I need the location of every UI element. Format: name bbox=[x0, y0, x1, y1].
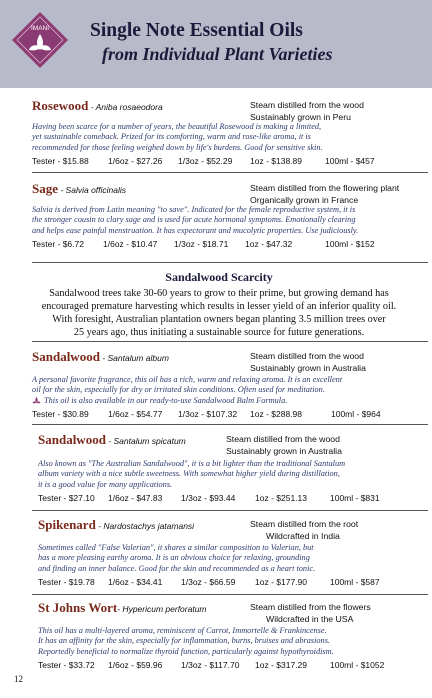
oil-entry-st-johns-wort bbox=[38, 599, 432, 672]
latin-name: - Santalum album bbox=[99, 353, 169, 363]
oil-name: Sandalwood bbox=[32, 349, 100, 364]
price-row: Tester - $27.10 1/6oz - $47.83 1/3oz - $93.44 1oz - $251.13 100ml - $831 bbox=[38, 492, 380, 503]
divider bbox=[32, 341, 428, 342]
page-subtitle: from Individual Plant Varieties bbox=[102, 44, 333, 64]
distillation-method: Steam distilled from the flowers Wildcrafted in the USA bbox=[250, 602, 371, 624]
oil-name: St Johns Wort bbox=[38, 600, 118, 615]
distillation-method: Steam distilled from the wood Sustainably grown in Australia bbox=[226, 434, 342, 456]
oil-description: Salvia is derived from Latin meaning "to save". Indicated for the female reproductive system, it is the stronger cousin to clary sage and is used for acute hormonal symptoms. Emotionally clearing and helps ease painful menstruation. It has expectorant and mucolytic properties. Use judiciously. bbox=[32, 205, 359, 235]
price-row: Tester - $6.72 1/6oz - $10.47 1/3oz - $18.71 1oz - $47.32 100ml - $152 bbox=[32, 238, 375, 249]
oil-entry-sandalwood-album bbox=[32, 348, 426, 421]
divider bbox=[32, 424, 428, 425]
imani-logo bbox=[10, 10, 70, 84]
price-row: Tester - $33.72 1/6oz - $59.96 1/3oz - $117.70 1oz - $317.29 100ml - $1052 bbox=[38, 659, 385, 670]
latin-name: - Aniba rosaeodora bbox=[88, 102, 163, 112]
divider bbox=[32, 510, 428, 511]
oil-description: This oil has a multi-layered aroma, reminiscent of Carrot, Immortelle & Frankincense. It has an affinity for the skin, especially for inflammation, burns, bruises and abrasions. Reportedly beneficial to normalize thyroid function, particularly against hypothyroidism. bbox=[38, 626, 334, 656]
distillation-method: Steam distilled from the root Wildcrafted in India bbox=[250, 519, 359, 541]
oil-name: Rosewood bbox=[32, 98, 89, 113]
divider bbox=[32, 172, 428, 173]
oil-description: Also known as "The Australian Sandalwood", it is a bit lighter than the traditional Santalum album variety with a nice subtle sweetness. With somewhat higher yield during distillation, it is a good value for many applications. bbox=[38, 459, 346, 489]
price-row: Tester - $30.89 1/6oz - $54.77 1/3oz - $107.32 1oz - $288.98 100ml - $964 bbox=[32, 408, 381, 419]
oil-entry-sandalwood-spicatum bbox=[38, 431, 432, 505]
oil-entry-sage bbox=[32, 180, 426, 251]
lotus-icon bbox=[32, 396, 41, 405]
distillation-method: Steam distilled from the flowering plant Organically grown in France bbox=[250, 183, 400, 205]
oil-entry-spikenard bbox=[38, 516, 432, 589]
distillation-method: Steam distilled from the wood Sustainably grown in Australia bbox=[250, 351, 366, 373]
divider bbox=[32, 594, 428, 595]
balm-note: This oil is also available in our ready-to-use Sandalwood Balm Formula. bbox=[32, 396, 426, 406]
scarcity-title: Sandalwood Scarcity bbox=[165, 270, 273, 284]
divider bbox=[32, 262, 428, 263]
page-title: Single Note Essential Oils bbox=[90, 20, 303, 41]
oil-description: A personal favorite fragrance, this oil has a rich, warm and relaxing aroma. It is an excellent oil for the skin, especially for dry or irritated skin conditions. Often used for meditation. This oil is also available in our ready-to-use Sandalwood Balm Formula. bbox=[32, 375, 426, 406]
page-header bbox=[0, 0, 432, 88]
oil-description: Sometimes called "False Valerian", it shares a similar composition to Valerian, but has a more pleasing earthy aroma. It is an obvious choice for relaxing, grounding and finding an inner balance. Good for the skin and recommended as a heart tonic. bbox=[38, 543, 316, 573]
latin-name: - Nardostachys jatamansi bbox=[95, 521, 195, 531]
price-row: Tester - $19.78 1/6oz - $34.41 1/3oz - $66.59 1oz - $177.90 100ml - $587 bbox=[38, 576, 380, 587]
oil-name: Sandalwood bbox=[38, 432, 106, 447]
latin-name: - Salvia officinalis bbox=[58, 185, 127, 195]
distillation-method: Steam distilled from the wood Sustainably grown in Peru bbox=[250, 100, 364, 122]
scarcity-notice bbox=[20, 270, 418, 339]
latin-name: - Hypericum perforatum bbox=[117, 604, 207, 614]
scarcity-body: Sandalwood trees take 30-60 years to grow to their prime, but growing demand has encouraged premature harvesting which results in lesser yield of an inferior quality oil. With foresight, Australian plantation owners began planting 3.5 million trees over 25 years ago, thus initiating a sustainable source for future generations. bbox=[41, 288, 397, 338]
oil-description: Having been scarce for a number of years, the beautiful Rosewood is making a limited, yet sustainable comeback. Prized for its comforting, warm and rose-like aroma, it is recommended for those feeling weighed down by life's burdens. Good for sensitive skin. bbox=[32, 122, 323, 152]
latin-name: - Santalum spicatum bbox=[105, 436, 186, 446]
oil-name: Sage bbox=[32, 181, 58, 196]
logo-text: IMANI bbox=[30, 25, 50, 32]
oil-name: Spikenard bbox=[38, 517, 96, 532]
price-row: Tester - $15.88 1/6oz - $27.26 1/3oz - $52.29 1oz - $138.89 100ml - $457 bbox=[32, 155, 375, 166]
oil-entry-rosewood bbox=[32, 97, 426, 168]
page-number: 12 bbox=[14, 674, 23, 684]
